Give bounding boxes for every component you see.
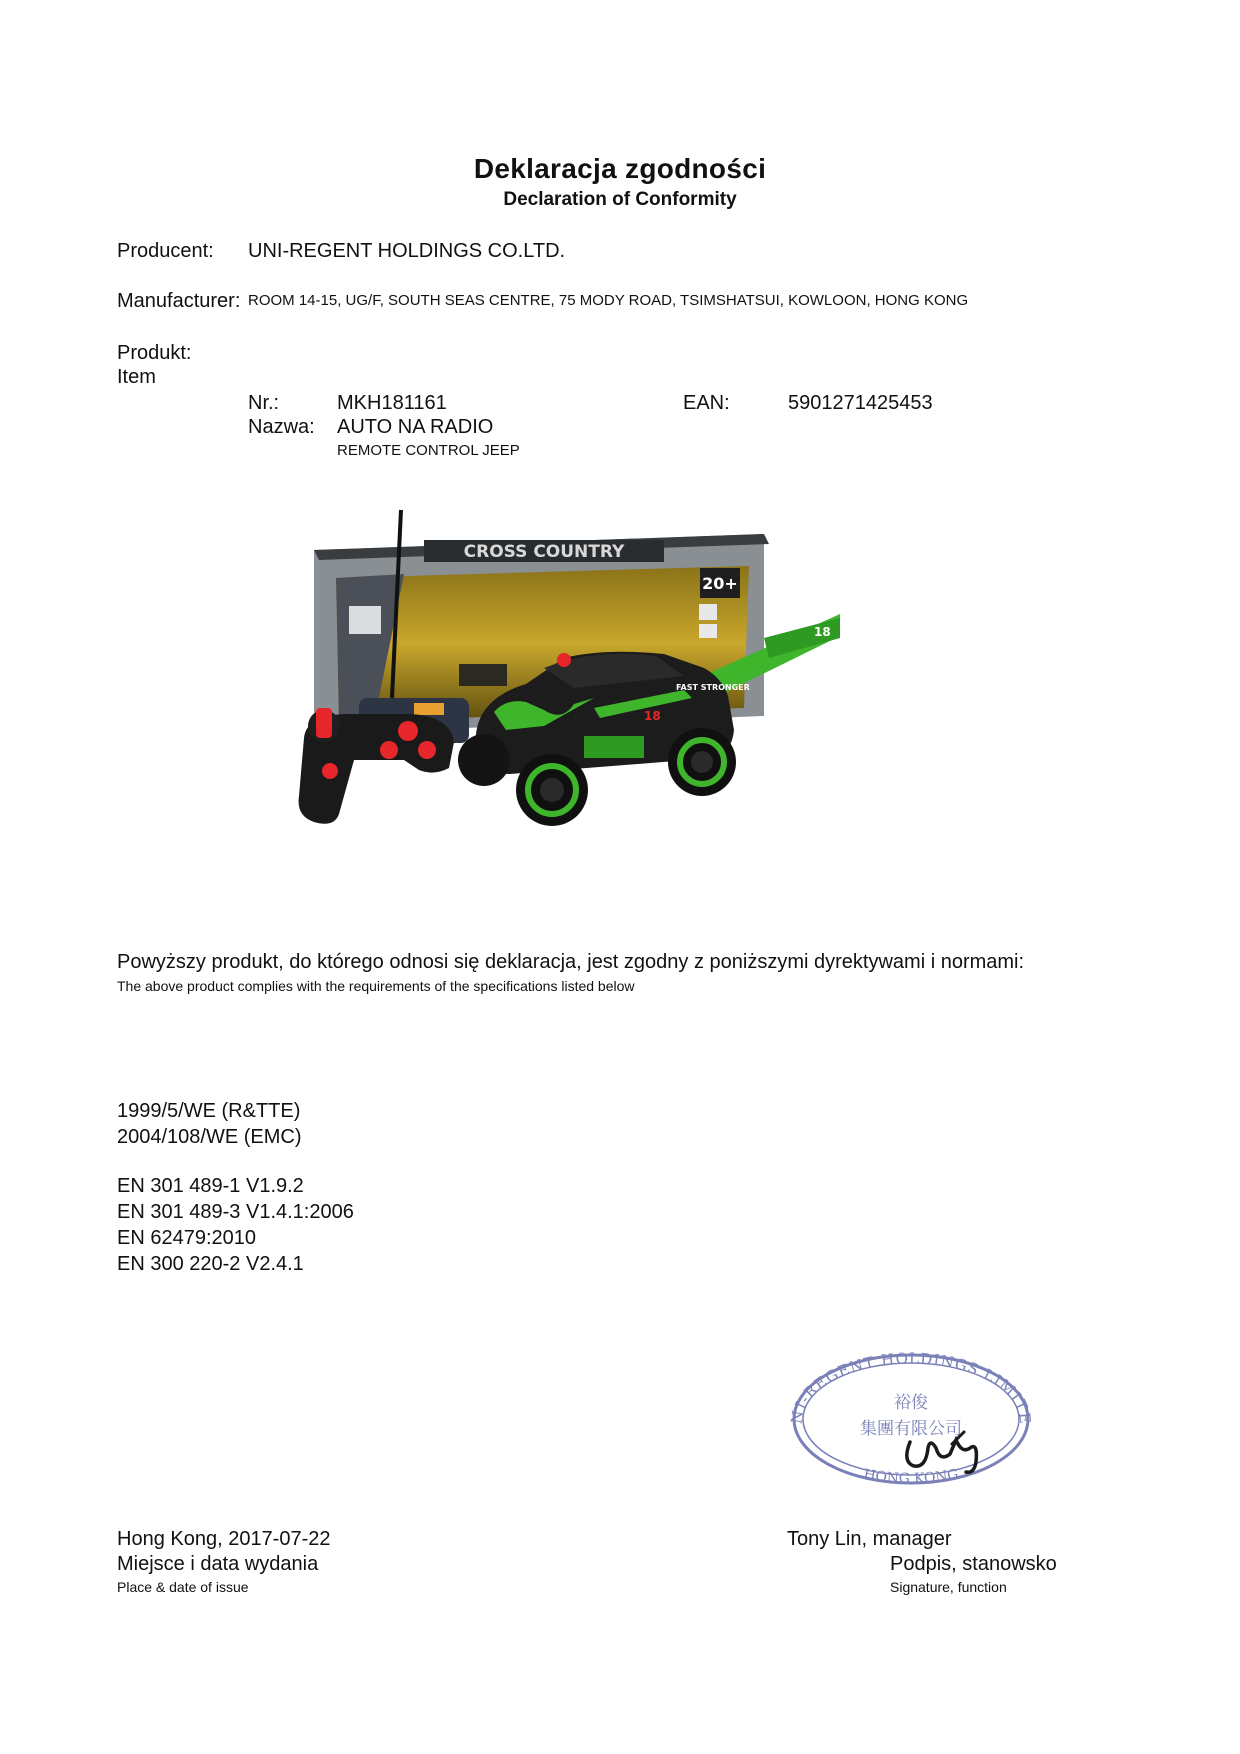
signatory-name: Tony Lin, manager (787, 1528, 952, 1550)
car-side-text: FAST STRONGER (676, 683, 750, 692)
directive-item: 1999/5/WE (R&TTE) (117, 1100, 301, 1122)
remote-button-bottom (322, 763, 338, 779)
nr-value: MKH181161 (337, 392, 447, 414)
manufacturer-label: Manufacturer: (117, 290, 241, 312)
standard-item: EN 62479:2010 (117, 1227, 257, 1249)
stamp-cjk-line2: 集團有限公司 (860, 1419, 962, 1439)
compliance-statement-pl: Powyższy produkt, do którego odnosi się deklaracja, jest zgodny z poniższymi dyrektywami i normami: (117, 951, 1025, 973)
stamp-bottom-text: HONG KONG (862, 1466, 960, 1488)
svg-text:UNI-REGENT HOLDINGS LIMITED (780, 1344, 1034, 1425)
box-badge: 20+ (702, 574, 738, 593)
remote-button-top (398, 721, 418, 741)
stamp-cjk-line1: 裕俊 (894, 1393, 928, 1413)
ean-label: EAN: (683, 392, 730, 414)
producer-name: UNI-REGENT HOLDINGS CO.LTD. (248, 240, 566, 262)
item-label: Item (117, 366, 156, 388)
name-value-en: REMOTE CONTROL JEEP (337, 442, 520, 459)
place-label-en: Place & date of issue (117, 1579, 249, 1595)
spoiler-number: 18 (814, 625, 831, 639)
company-stamp (780, 1344, 1042, 1495)
issue-place-date: Hong Kong, 2017-07-22 (117, 1528, 331, 1550)
standard-item: EN 300 220-2 V2.4.1 (117, 1253, 304, 1275)
rc-jeep-illustration (244, 498, 840, 858)
place-label-pl: Miejsce i data wydania (117, 1553, 319, 1575)
producer-label: Producent: (117, 240, 214, 262)
signature-label-en: Signature, function (890, 1579, 1007, 1595)
stamp-top-text: NI-REGENT HOLDINGS LIMITE (787, 1349, 1035, 1426)
name-value-pl: AUTO NA RADIO (337, 416, 494, 438)
product-photo (244, 498, 840, 858)
standard-item: EN 301 489-3 V1.4.1:2006 (117, 1201, 354, 1223)
compliance-statement-en: The above product complies with the requirements of the specifications listed below (117, 978, 635, 994)
document-title: Deklaracja zgodności (473, 153, 767, 184)
name-label: Nazwa: (248, 416, 315, 438)
signature-label-pl: Podpis, stanowsko (890, 1553, 1057, 1575)
ean-value: 5901271425453 (788, 392, 933, 414)
directives-list (117, 1098, 302, 1150)
svg-text:HONG KONG (862, 1466, 959, 1487)
nr-label: Nr.: (248, 392, 280, 414)
remote-button-left (380, 741, 398, 759)
standards-list (117, 1173, 354, 1277)
document-subtitle: Declaration of Conformity (503, 189, 737, 210)
product-label: Produkt: (117, 342, 192, 364)
standard-item: EN 301 489-1 V1.9.2 (117, 1175, 304, 1197)
remote-stick-button (316, 708, 332, 738)
directive-item: 2004/108/WE (EMC) (117, 1126, 302, 1148)
manufacturer-address: ROOM 14-15, UG/F, SOUTH SEAS CENTRE, 75 MODY ROAD, TSIMSHATSUI, KOWLOON, HONG KONG (248, 292, 969, 309)
stamp-signature-graphic (780, 1344, 1042, 1490)
box-logo-text: CROSS COUNTRY (463, 542, 625, 562)
car-number: 18 (644, 709, 661, 723)
remote-button-right (418, 741, 436, 759)
